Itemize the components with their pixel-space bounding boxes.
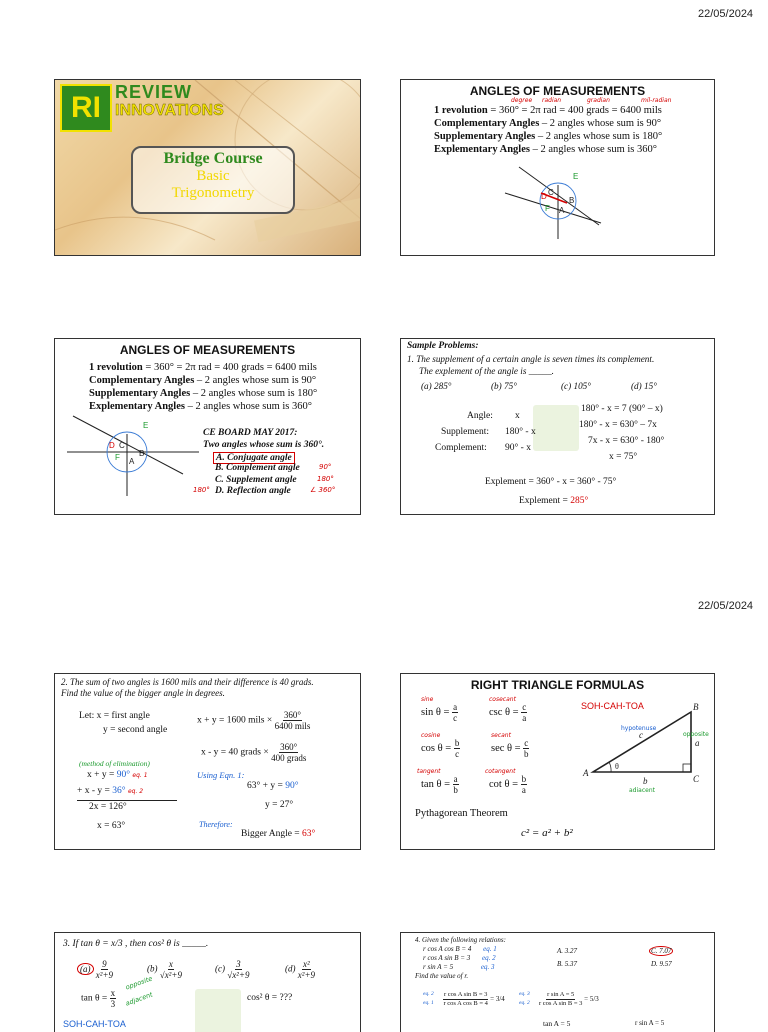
cosine-fraction <box>454 738 461 759</box>
cosecant-denominator: a <box>522 713 527 723</box>
logo-watermark <box>533 405 579 451</box>
option-d-fraction <box>298 959 315 980</box>
choice-d: D. 9.57 <box>651 960 672 968</box>
using-eq1-label: Using Eqn. 1: <box>197 770 245 780</box>
label-D: D <box>541 192 547 201</box>
explementary-line <box>434 143 657 156</box>
cosine-numerator: b <box>454 738 460 748</box>
vertex-B: B <box>693 702 699 712</box>
vertex-A: A <box>583 768 589 778</box>
option-c-fraction <box>227 959 249 980</box>
note-radian: radian <box>542 97 562 104</box>
cosecant-formula <box>489 702 527 723</box>
label-D: D <box>109 441 115 450</box>
side-a: a <box>695 738 700 748</box>
question-4: 4. Given the following relations: <box>415 936 506 944</box>
cosine-denominator: c <box>455 749 460 759</box>
right-ratio-result: = 5/3 <box>584 995 599 1004</box>
relation-2-tag: eq. 2 <box>482 954 496 962</box>
note-milradian: mil-radian <box>641 97 672 104</box>
option-c <box>215 959 249 980</box>
title-box <box>131 146 295 214</box>
tan-a-result: tan A = 5 <box>543 1019 571 1028</box>
right-ratio-numerator: r sin A = 5 <box>547 991 575 998</box>
tan-given <box>81 988 116 1009</box>
topic-line-1: Basic <box>196 168 230 184</box>
let-x: Let: x = first angle <box>79 711 150 721</box>
supplementary-line <box>89 387 317 400</box>
note-sine: sine <box>421 696 434 703</box>
cos-squared-question: cos² θ = ??? <box>247 993 293 1003</box>
angle-label: Angle: <box>467 411 493 421</box>
choice-c-text: C. 7.07 <box>651 947 672 955</box>
tangent-fraction <box>453 774 459 795</box>
question-2-cont: Find the value of the bigger angle in degrees. <box>61 688 225 698</box>
board-question: Two angles whose sum is 360°. <box>203 440 325 450</box>
cosecant-numerator: c <box>522 702 527 712</box>
logo-text-innovations: INNOVATIONS <box>115 102 224 119</box>
cosine-formula <box>421 738 460 759</box>
question-3: 3. If tan θ = x/3 , then cos² θ is _____. <box>63 939 209 949</box>
answer-value: 63° <box>302 829 316 839</box>
revolution-value: = 360° = 2π rad = 400 grads = 6400 mils <box>142 362 317 373</box>
sine-numerator: a <box>453 702 458 712</box>
elimination-eq2 <box>77 786 143 796</box>
mils-conversion-denominator: 6400 mils <box>274 721 311 731</box>
difference-equation-text: x - y = 40 grads × <box>201 747 269 758</box>
hypotenuse-label: hypotenuse <box>621 725 657 732</box>
secant-formula <box>491 738 529 759</box>
note-180-c: 180° <box>317 475 334 483</box>
r-sin-a-note: r sin A = 5 <box>635 1019 665 1027</box>
angle-value: x <box>515 411 520 421</box>
angle-theta: θ <box>615 762 619 771</box>
elimination-eq2-value: 36° <box>112 786 126 796</box>
left-eq-tag-bottom: eq. 1 <box>423 1000 434 1006</box>
slide-title: RIGHT TRIANGLE FORMULAS <box>470 678 645 692</box>
x-value: x = 63° <box>97 821 126 831</box>
mils-conversion-fraction <box>275 710 311 731</box>
explement-answer-label: Explement = <box>519 496 571 506</box>
left-eq-tag-top: eq. 2 <box>423 991 434 997</box>
note-cosecant: cosecant <box>489 696 516 703</box>
sohcahtoa-note: SOH-CAH-TOA <box>63 1019 126 1029</box>
equation-3: 7x - x = 630° - 180° <box>588 436 665 446</box>
option-b <box>147 959 182 980</box>
supplementary-label: Supplementary Angles <box>434 131 536 142</box>
logo-text-review: REVIEW <box>115 82 193 102</box>
left-ratio-fraction <box>443 991 488 1008</box>
relation-3-text: r sin A = 5 <box>423 963 454 971</box>
elimination-eq1-value: 90° <box>116 770 131 780</box>
question-1-cont: The explement of the angle is _____. <box>419 366 554 376</box>
adjacent-label: adjacent <box>629 787 655 792</box>
explement-work: Explement = 360° - x = 360° - 75° <box>485 477 617 487</box>
label-A: A <box>559 206 565 215</box>
complementary-text: – 2 angles whose sum is 90° <box>194 375 317 386</box>
sine-formula <box>421 702 458 723</box>
option-b-fraction <box>160 959 182 980</box>
grads-conversion-fraction <box>271 742 306 763</box>
label-F: F <box>115 453 120 462</box>
elimination-eq1 <box>87 770 148 780</box>
note-tangent: tangent <box>417 768 441 775</box>
explementary-text: – 2 angles whose sum is 360° <box>529 144 657 155</box>
note-180-d: 180° <box>193 486 210 494</box>
relation-3-tag: eq. 3 <box>480 963 495 971</box>
right-ratio-denominator: r cos A sin B = 3 <box>539 1000 583 1007</box>
complementary-label: Complementary Angles <box>89 375 195 386</box>
cosecant-label: csc θ = <box>489 706 519 718</box>
supplementary-line <box>434 130 662 143</box>
note-360: ∠ 360° <box>310 486 336 494</box>
relation-1-text: r cos A cos B = 4 <box>423 945 472 953</box>
tangent-label: tan θ = <box>421 778 451 790</box>
label-F: F <box>545 204 550 213</box>
revolution-label: 1 revolution <box>89 362 143 373</box>
tangent-denominator: b <box>453 785 458 795</box>
opposite-note: opposite <box>124 974 154 992</box>
substitution-line <box>247 781 299 791</box>
option-a-correct <box>77 959 113 980</box>
slide-right-triangle-formulas <box>400 673 715 850</box>
revolution-label: 1 revolution <box>434 105 488 116</box>
tan-given-label: tan θ = <box>81 993 108 1004</box>
cosine-label: cos θ = <box>421 742 452 754</box>
left-ratio-denominator: r cos A cos B = 4 <box>443 1000 488 1007</box>
topic-line-2: Trigonometry <box>171 185 255 201</box>
relation-1 <box>423 945 497 953</box>
sine-label: sin θ = <box>421 706 450 718</box>
cosecant-fraction <box>521 702 527 723</box>
complement-label: Complement: <box>435 443 487 453</box>
explement-answer: 285° <box>570 496 589 506</box>
slide-sample-problem-2 <box>54 673 361 850</box>
adjacent-note: adjacent <box>124 990 154 1008</box>
option-d-label: (d) <box>285 963 296 974</box>
vertex-C: C <box>693 774 700 784</box>
choice-a: A. 3.27 <box>557 947 578 955</box>
option-d-numerator: x² <box>303 959 310 969</box>
secant-numerator: c <box>524 738 529 748</box>
sum-equation-text: x + y = 1600 mils × <box>197 715 273 726</box>
note-cotangent: cotangent <box>485 768 516 775</box>
equation-1: 180° - x = 7 (90° – x) <box>581 404 663 414</box>
let-y: y = second angle <box>103 725 168 735</box>
slide-title: ANGLES OF MEASUREMENTS <box>119 343 296 357</box>
left-ratio-numerator: r cos A sin B = 3 <box>444 991 488 998</box>
choice-a: (a) 285° <box>421 381 452 391</box>
option-b: B. Complement angle <box>215 463 300 473</box>
opposite-label: opposite <box>683 731 709 738</box>
supplement-value: 180° - x <box>505 427 536 437</box>
option-a-numerator: 9 <box>102 959 107 969</box>
difference-equation <box>201 742 306 763</box>
label-B: B <box>569 196 575 205</box>
equation-2: 180° - x = 630° – 7x <box>579 420 657 430</box>
slide-cover <box>54 79 361 256</box>
explementary-text: – 2 angles whose sum is 360° <box>184 401 312 412</box>
elimination-eq1-tag: eq. 1 <box>132 772 148 779</box>
sum-equation <box>197 710 310 731</box>
right-ratio-fraction <box>539 991 582 1008</box>
relation-3 <box>423 963 495 971</box>
option-d-denominator: x²+9 <box>297 970 316 980</box>
note-cosine: cosine <box>421 732 441 739</box>
therefore-label: Therefore: <box>199 820 233 829</box>
secant-fraction <box>523 738 529 759</box>
complementary-line <box>89 374 316 387</box>
supplementary-text: – 2 angles whose sum is 180° <box>535 131 663 142</box>
question-1: 1. The supplement of a certain angle is seven times its complement. <box>407 354 655 364</box>
supplementary-label: Supplementary Angles <box>89 388 191 399</box>
revolution-line <box>89 361 317 374</box>
option-c-numerator: 3 <box>236 959 241 969</box>
elimination-result: 2x = 126° <box>89 802 127 812</box>
note-90: 90° <box>319 463 332 471</box>
page-date: 22/05/2024 <box>698 600 754 612</box>
tan-given-fraction <box>110 988 117 1009</box>
option-a-fraction <box>96 959 113 980</box>
label-C: C <box>119 441 125 450</box>
option-a-denominator: x²+9 <box>95 970 114 980</box>
mils-conversion-numerator: 360° <box>283 710 302 720</box>
pythagorean-label: Pythagorean Theorem <box>415 808 508 819</box>
relation-2-text: r cos A sin B = 3 <box>423 954 471 962</box>
slide-title: ANGLES OF MEASUREMENTS <box>469 84 646 98</box>
left-ratio-result: = 3/4 <box>490 995 505 1004</box>
logo-mark: RI <box>60 84 112 132</box>
pythagorean-equation: c² = a² + b² <box>521 827 573 839</box>
board-exam-label: CE BOARD MAY 2017: <box>203 428 298 438</box>
note-gradian: gradian <box>587 97 610 104</box>
note-secant: secant <box>491 732 511 739</box>
option-b-denominator: √x²+9 <box>159 970 182 980</box>
complementary-text: – 2 angles whose sum is 90° <box>539 118 662 129</box>
option-a-correct: A. Conjugate angle <box>213 452 295 464</box>
secant-label: sec θ = <box>491 742 521 754</box>
cotangent-numerator: b <box>521 774 527 784</box>
substitution-text: 63° + y = <box>247 781 286 791</box>
course-title: Bridge Course <box>163 150 263 167</box>
elimination-eq2-text: + x - y = <box>77 786 113 796</box>
option-c-denominator: √x²+9 <box>227 970 250 980</box>
option-c-label: (c) <box>215 963 225 974</box>
sum-divider <box>77 800 177 801</box>
explementary-line <box>89 400 312 413</box>
supplement-label: Supplement: <box>441 427 490 437</box>
heading: Sample Problems: <box>407 341 479 351</box>
tan-given-denominator: 3 <box>110 999 116 1009</box>
slide-angles-board <box>54 338 361 515</box>
choice-b: (b) 75° <box>491 381 517 391</box>
revolution-value: = 360° = 2π rad = 400 grads = 6400 mils <box>487 105 662 116</box>
choice-d: (d) 15° <box>631 381 657 391</box>
label-B: B <box>139 449 145 458</box>
sohcahtoa-note: SOH-CAH-TOA <box>581 701 644 711</box>
complement-value: 90° - x <box>505 443 531 453</box>
secant-denominator: b <box>523 749 529 759</box>
option-b-label: (b) <box>147 963 158 974</box>
elimination-eq1-text: x + y = <box>87 770 117 780</box>
relation-1-tag: eq. 1 <box>483 945 497 953</box>
explement-answer-line <box>519 496 588 506</box>
right-ratio <box>539 991 599 1008</box>
right-eq-tag-bottom: eq. 2 <box>519 1000 530 1006</box>
option-b-numerator: x <box>168 959 173 969</box>
elimination-eq2-tag: eq. 2 <box>127 788 144 795</box>
complementary-label: Complementary Angles <box>434 118 540 129</box>
sine-fraction <box>452 702 458 723</box>
choice-c-correct <box>649 947 673 955</box>
tangent-numerator: a <box>453 774 458 784</box>
intersecting-lines-diagram <box>63 414 203 499</box>
y-value: y = 27° <box>265 800 294 810</box>
cotangent-label: cot θ = <box>489 778 519 790</box>
cotangent-formula <box>489 774 527 795</box>
tan-given-numerator: x <box>110 988 116 998</box>
slide-sample-problem-4 <box>400 932 715 1032</box>
right-eq-tag-top: eq. 3 <box>519 991 530 997</box>
cotangent-denominator: a <box>521 785 526 795</box>
option-d <box>285 959 315 980</box>
relation-2 <box>423 954 496 962</box>
revolution-line <box>434 104 662 117</box>
method-note: (method of elimination) <box>79 759 150 768</box>
cotangent-fraction <box>521 774 528 795</box>
complementary-line <box>434 117 661 130</box>
option-d: D. Reflection angle <box>215 486 291 496</box>
sine-denominator: c <box>453 713 458 723</box>
page-date: 22/05/2024 <box>698 8 754 20</box>
substitution-value: 90° <box>285 781 299 791</box>
intersecting-lines-diagram <box>501 165 621 245</box>
slide-sample-problem-3 <box>54 932 361 1032</box>
grads-conversion-denominator: 400 grads <box>271 753 307 763</box>
find-r: Find the value of r. <box>415 972 469 980</box>
grads-conversion-numerator: 360° <box>280 742 298 752</box>
label-E: E <box>143 421 149 430</box>
right-triangle-diagram <box>581 702 713 792</box>
label-A: A <box>129 457 135 466</box>
explementary-label: Explementary Angles <box>434 144 530 155</box>
label-E: E <box>573 172 579 181</box>
answer-label: Bigger Angle = <box>241 829 303 839</box>
tangent-formula <box>421 774 459 795</box>
label-C: C <box>548 188 554 197</box>
option-c: C. Supplement angle <box>215 475 297 485</box>
slide-sample-problem-1 <box>400 338 715 515</box>
side-c: c <box>639 730 643 740</box>
logo-watermark <box>195 989 241 1032</box>
slide-angles-annotated <box>400 79 715 256</box>
explementary-label: Explementary Angles <box>89 401 185 412</box>
question-2: 2. The sum of two angles is 1600 mils and their difference is 40 grads. <box>61 677 314 687</box>
note-degree: degree <box>511 97 533 104</box>
supplementary-text: – 2 angles whose sum is 180° <box>190 388 318 399</box>
option-a-label: (a) <box>77 963 94 975</box>
left-ratio <box>443 991 505 1008</box>
equation-4: x = 75° <box>609 452 638 462</box>
answer-line <box>241 829 315 839</box>
choice-b: B. 5.37 <box>557 960 578 968</box>
side-b: b <box>643 776 648 786</box>
choice-c: (c) 105° <box>561 381 591 391</box>
